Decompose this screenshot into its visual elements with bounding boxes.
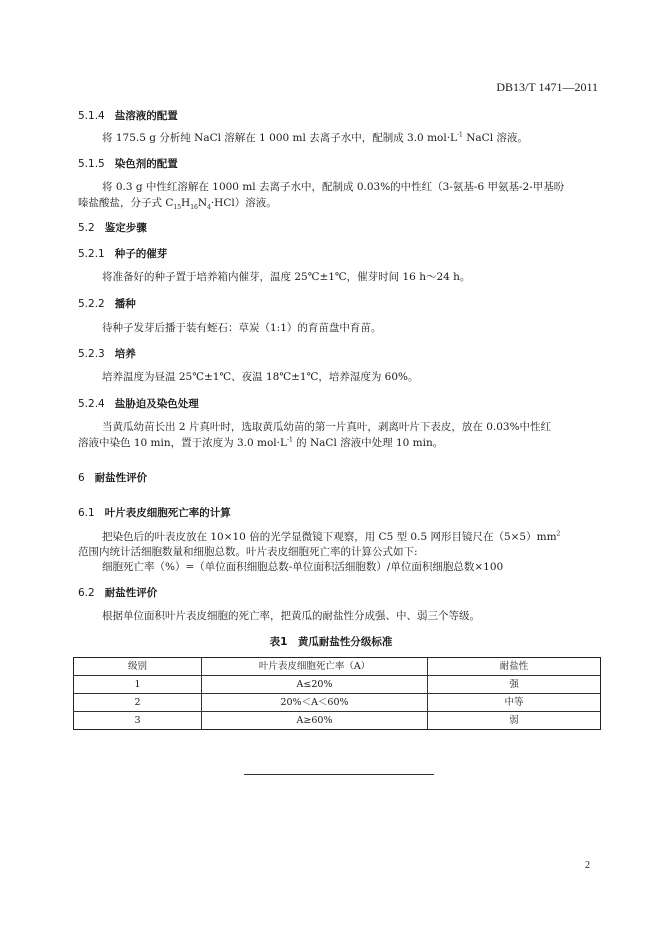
section-title: 染色剂的配置	[114, 158, 178, 170]
cell-grade: 3	[74, 712, 202, 730]
text-run: 把染色后的叶表皮放在 10×10 倍的光学显微镜下观察，用 C5 型 0.5 网形目镜尺在（5×5）mm	[102, 531, 557, 543]
text-run: 的 NaCl 溶液中处理 10 min。	[292, 437, 444, 449]
header-grade: 级别	[74, 658, 202, 676]
heading-6-2	[78, 585, 157, 600]
text-run: 将 175.5 g 分析纯 NaCl 溶解在 1 000 ml 去离子水中，配制成 3.0 mol·L	[102, 132, 458, 144]
superscript: -1	[286, 436, 293, 444]
heading-5-2-2	[78, 296, 136, 311]
heading-5-2-1	[78, 246, 167, 261]
superscript: 2	[556, 530, 561, 538]
table-row	[74, 694, 601, 712]
section-title: 盐胁迫及染色处理	[114, 398, 199, 410]
paragraph-5-2-3: 培养温度为昼温 25℃±1℃、夜温 18℃±1℃，培养湿度为 60%。	[102, 371, 419, 383]
section-number: 6.2	[78, 587, 95, 599]
end-divider	[244, 774, 434, 775]
section-number: 5.2.1	[78, 248, 105, 260]
subscript: 15	[173, 204, 182, 212]
cell-death-rate: A≥60%	[202, 712, 428, 730]
text-run: N	[197, 197, 208, 209]
text-run: H	[181, 197, 191, 209]
cell-tolerance: 弱	[428, 712, 601, 730]
heading-6	[78, 470, 147, 485]
cell-grade: 1	[74, 676, 202, 694]
paragraph-5-1-4	[102, 131, 598, 145]
header-salt-tolerance: 耐盐性	[428, 658, 601, 676]
section-title: 培养	[114, 348, 136, 360]
document-code: DB13/T 1471—2011	[496, 80, 598, 94]
section-title: 种子的催芽	[114, 248, 168, 260]
section-title: 盐溶液的配置	[114, 110, 178, 122]
section-title: 耐盐性评价	[104, 587, 158, 599]
section-number: 5.2.3	[78, 348, 105, 360]
paragraph-5-1-5-line1: 将 0.3 g 中性红溶解在 1000 ml 去离子水中，配制成 0.03%的中性红（3-氨基-6 甲氨基-2-甲基吩	[102, 181, 565, 193]
paragraph-5-1-5-line2	[78, 196, 598, 210]
cell-death-rate: A≤20%	[202, 676, 428, 694]
heading-5-2	[78, 220, 147, 235]
subscript: 16	[190, 204, 198, 212]
table-header-row	[74, 658, 601, 676]
paragraph-5-2-4-line1: 当黄瓜幼苗长出 2 片真叶时，选取黄瓜幼苗的第一片真叶，剥离叶片下表皮，放在 0.03%中性红	[102, 421, 552, 433]
paragraph-6-1-line2: 范围内统计活细胞数量和细胞总数。叶片表皮细胞死亡率的计算公式如下:	[78, 546, 418, 558]
table-row	[74, 676, 601, 694]
heading-5-2-4	[78, 396, 199, 411]
text-run: NaCl 溶液。	[462, 132, 528, 144]
section-number: 6	[78, 472, 85, 484]
heading-5-2-3	[78, 346, 136, 361]
page-number: 2	[585, 860, 590, 871]
section-title: 叶片表皮细胞死亡率的计算	[104, 507, 231, 519]
section-number: 5.1.5	[78, 158, 105, 170]
heading-5-1-5	[78, 156, 178, 171]
paragraph-5-2-2: 待种子发芽后播于装有蛭石：草炭（1:1）的育苗盘中育苗。	[102, 322, 382, 334]
section-number: 5.2.4	[78, 398, 105, 410]
header-death-rate: 叶片表皮细胞死亡率（A）	[202, 658, 428, 676]
heading-5-1-4	[78, 108, 178, 123]
paragraph-6-1-line1	[102, 530, 598, 544]
cell-tolerance: 强	[428, 676, 601, 694]
cell-tolerance: 中等	[428, 694, 601, 712]
formula-line: 细胞死亡率（%）=（单位面积细胞总数-单位面积活细胞数）/单位面积细胞总数×100	[102, 561, 504, 573]
paragraph-5-2-1: 将准备好的种子置于培养箱内催芽，温度 25℃±1℃，催芽时间 16 h～24 h。	[102, 271, 471, 283]
section-title: 鉴定步骤	[104, 222, 147, 234]
section-number: 5.1.4	[78, 110, 105, 122]
heading-6-1	[78, 505, 231, 520]
section-number: 5.2.2	[78, 298, 105, 310]
salt-tolerance-table	[73, 657, 601, 730]
superscript: -1	[457, 131, 463, 139]
text-run: 嗪盐酸盐，分子式 C	[78, 197, 174, 209]
table-row	[74, 712, 601, 730]
subscript: 4	[207, 204, 211, 212]
section-number: 6.1	[78, 507, 95, 519]
section-number: 5.2	[78, 222, 95, 234]
text-run: ·HCl）溶液。	[210, 197, 277, 209]
cell-death-rate: 20%＜A＜60%	[202, 694, 428, 712]
paragraph-5-2-4-line2	[78, 436, 598, 450]
section-title: 播种	[114, 298, 136, 310]
table-caption: 表1 黄瓜耐盐性分级标准	[269, 636, 393, 648]
section-title: 耐盐性评价	[94, 472, 148, 484]
paragraph-6-2: 根据单位面积叶片表皮细胞的死亡率，把黄瓜的耐盐性分成强、中、弱三个等级。	[102, 610, 480, 622]
text-run: 溶液中染色 10 min，置于浓度为 3.0 mol·L	[78, 437, 287, 449]
cell-grade: 2	[74, 694, 202, 712]
